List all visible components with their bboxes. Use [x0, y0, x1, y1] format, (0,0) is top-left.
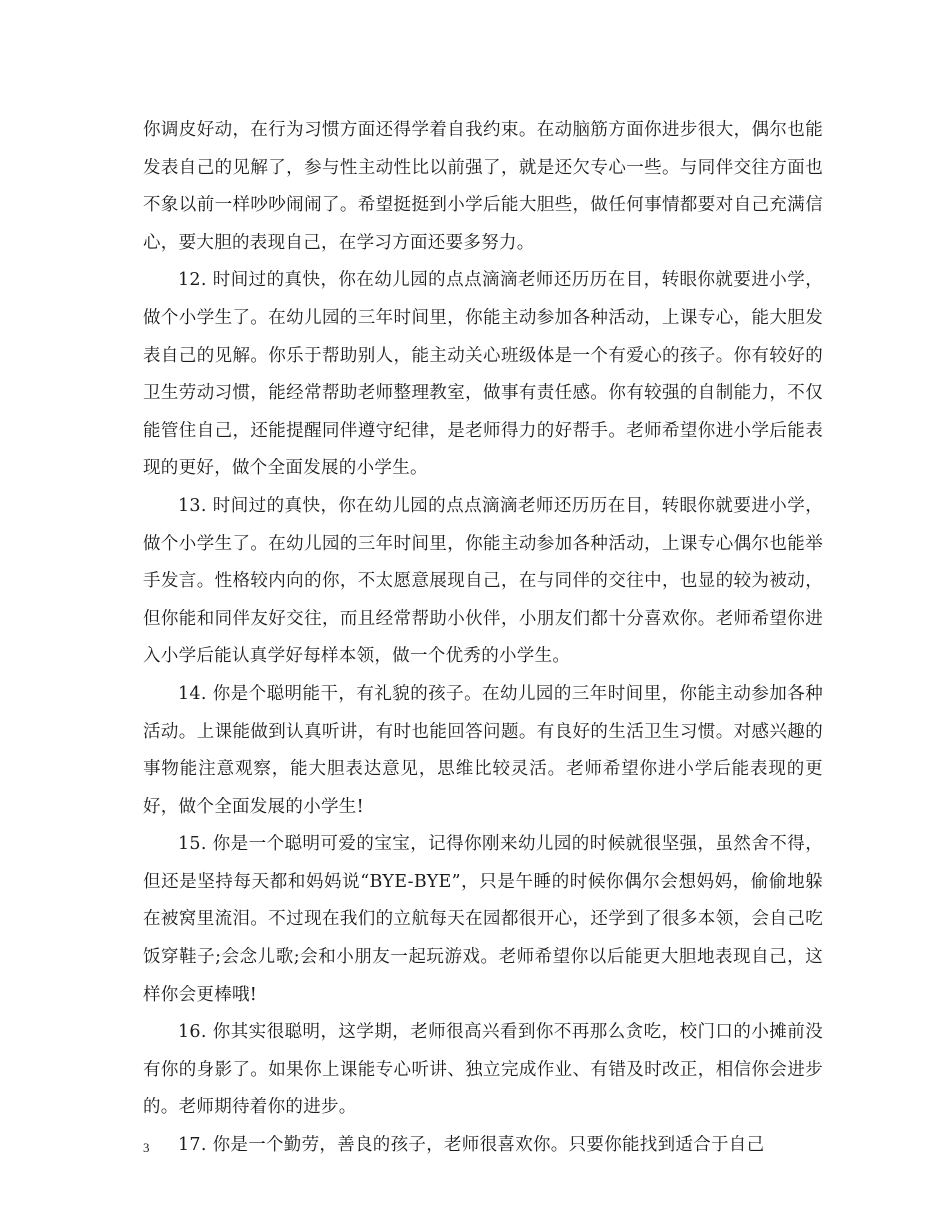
paragraph-continuation: 你调皮好动，在行为习惯方面还得学着自我约束。在动脑筋方面你进步很大，偶尔也能发表自己的见解了，参与性主动性比以前强了，就是还欠专心一些。与同伴交往方面也不象以前一样吵吵闹闹了。希望挺挺到小学后能大胆些，做任何事情都要对自己充满信心，要大胆的表现自己，在学习方面还要多努力。: [143, 120, 823, 253]
page-number: 3: [143, 1140, 150, 1155]
paragraph-16: 16. 你其实很聪明，这学期，老师很高兴看到你不再那么贪吃，校门口的小摊前没有你的身影了。如果你上课能专心听讲、独立完成作业、有错及时改正，相信你会进步的。老师期待着你的进步。: [143, 1022, 823, 1118]
document-body: [143, 112, 823, 1165]
paragraph-12: 12. 时间过的真快，你在幼儿园的点点滴滴老师还历历在目，转眼你就要进小学，做个小学生了。在幼儿园的三年时间里，你能主动参加各种活动，上课专心，能大胆发表自己的见解。你乐于帮助别人，能主动关心班级体是一个有爱心的孩子。你有较好的卫生劳动习惯，能经常帮助老师整理教室，做事有责任感。你有较强的自制能力，不仅能管住自己，还能提醒同伴遵守纪律，是老师得力的好帮手。老师希望你进小学后能表现的更好，做个全面发展的小学生。: [143, 270, 823, 479]
paragraph-15: 15. 你是一个聪明可爱的宝宝，记得你刚来幼儿园的时候就很坚强，虽然舍不得，但还是坚持每天都和妈妈说“BYE-BYE”，只是午睡的时候你偶尔会想妈妈，偷偷地躲在被窝里流泪。不过现在我们的立航每天在园都很开心，还学到了很多本领，会自己吃饭穿鞋子;会念儿歌;会和小朋友一起玩游戏。老师希望你以后能更大胆地表现自己，这样你会更棒哦!: [143, 834, 823, 1005]
paragraph-14: 14. 你是个聪明能干，有礼貌的孩子。在幼儿园的三年时间里，你能主动参加各种活动。上课能做到认真听讲，有时也能回答问题。有良好的生活卫生习惯。对感兴趣的事物能注意观察，能大胆表达意见，思维比较灵活。老师希望你进小学后能表现的更好，做个全面发展的小学生!: [143, 683, 823, 817]
paragraph-13: 13. 时间过的真快，你在幼儿园的点点滴滴老师还历历在目，转眼你就要进小学，做个小学生了。在幼儿园的三年时间里，你能主动参加各种活动，上课专心偶尔也能举手发言。性格较内向的你，不太愿意展现自己，在与同伴的交往中，也显的较为被动，但你能和同伴友好交往，而且经常帮助小伙伴，小朋友们都十分喜欢你。老师希望你进入小学后能认真学好每样本领，做一个优秀的小学生。: [143, 495, 823, 667]
paragraph-17: 17. 你是一个勤劳，善良的孩子，老师很喜欢你。只要你能找到适合于自己: [178, 1135, 765, 1156]
